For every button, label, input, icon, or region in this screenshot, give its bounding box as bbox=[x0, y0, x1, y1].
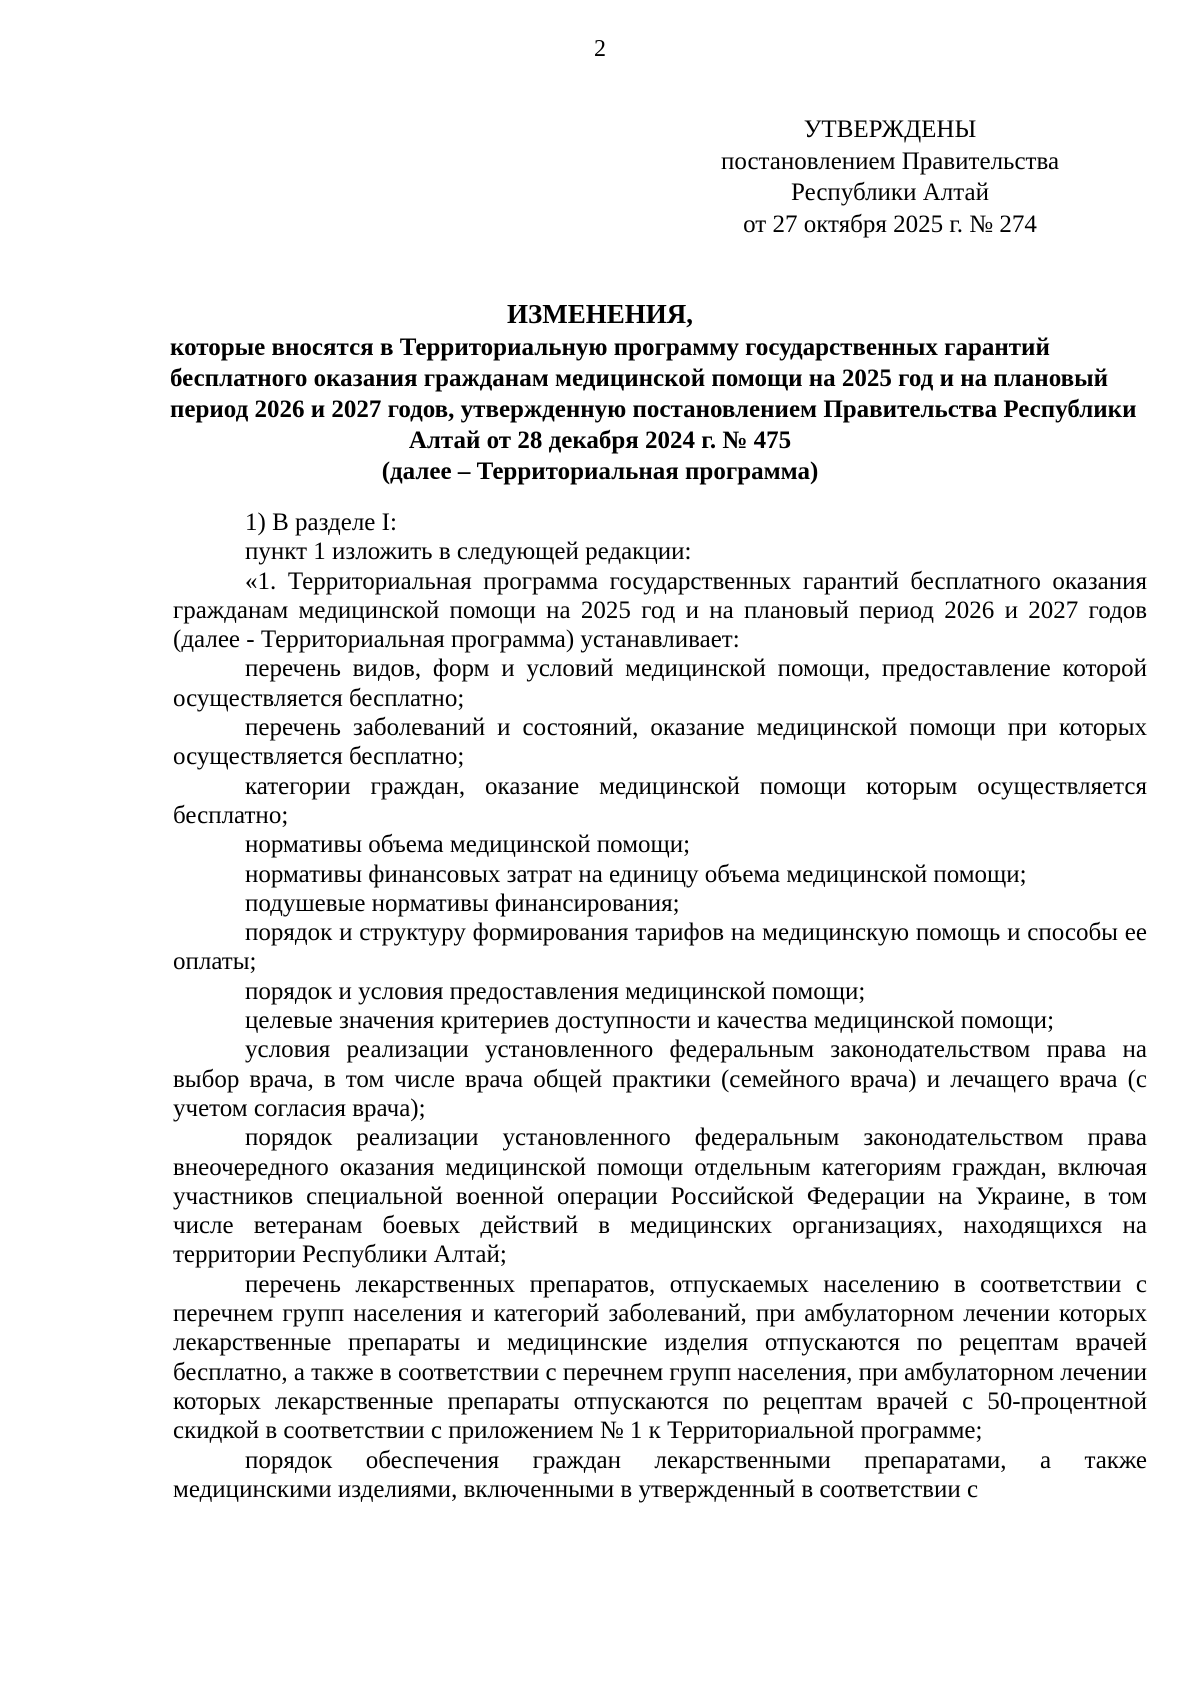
title-heading: ИЗМЕНЕНИЯ, bbox=[506, 299, 693, 329]
paragraph: целевые значения критериев доступности и качества медицинской помощи; bbox=[245, 1007, 1055, 1035]
approval-stamp bbox=[695, 114, 1085, 240]
paragraph: перечень видов, форм и условий медицинской помощи, предоставление которой осуществляется бесплатно; bbox=[173, 655, 1147, 712]
document-body bbox=[173, 508, 1147, 1504]
approval-date: от 27 октября 2025 г. № 274 bbox=[743, 210, 1037, 238]
approval-title: УТВЕРЖДЕНЫ bbox=[803, 116, 977, 143]
paragraph: подушевые нормативы финансирования; bbox=[245, 889, 680, 917]
approval-line: постановлением Правительства bbox=[720, 147, 1060, 175]
page-number: 2 bbox=[594, 36, 606, 62]
paragraph: порядок и условия предоставления медицинской помощи; bbox=[245, 977, 866, 1005]
title-line: (далее – Территориальная программа) bbox=[381, 458, 819, 485]
paragraph: порядок обеспечения граждан лекарственными препаратами, а также медицинскими изделиями, включенными в утвержденный в соответствии с bbox=[173, 1446, 1147, 1503]
document-title bbox=[170, 299, 1137, 487]
paragraph: пункт 1 изложить в следующей редакции: bbox=[245, 538, 692, 566]
paragraph: 1) В разделе I: bbox=[245, 509, 397, 536]
title-line: которые вносятся в Территориальную программу государственных гарантий bbox=[170, 334, 1050, 361]
title-line: Алтай от 28 декабря 2024 г. № 475 bbox=[408, 427, 792, 454]
paragraph: «1. Территориальная программа государственных гарантий бесплатного оказания гражданам медицинской помощи на 2025 год и на плановый период 2026 и 2027 годов (далее - Территориальная программа) устанавливает: bbox=[173, 567, 1147, 654]
title-line: бесплатного оказания гражданам медицинской помощи на 2025 год и на плановый bbox=[170, 365, 1109, 392]
paragraph: условия реализации установленного федеральным законодательством права на выбор врача, в том числе врача общей практики (семейного врача) и лечащего врача (с учетом согласия врача); bbox=[173, 1036, 1147, 1122]
paragraph: нормативы финансовых затрат на единицу объема медицинской помощи; bbox=[245, 860, 1027, 888]
paragraph: нормативы объема медицинской помощи; bbox=[245, 831, 691, 859]
approval-line: Республики Алтай bbox=[791, 179, 989, 206]
paragraph: перечень лекарственных препаратов, отпускаемых населению в соответствии с перечнем групп населения и категорий заболеваний, при амбулаторном лечении которых лекарственные препараты и медицинские изделия отпускаются по рецептам врачей бесплатно, а также в соответствии с перечнем групп населения, при амбулаторном лечении которых лекарственные препараты отпускаются по рецептам врачей с 50-процентной скидкой в соответствии с приложением № 1 к Территориальной программе; bbox=[173, 1270, 1147, 1445]
paragraph: порядок реализации установленного федеральным законодательством права внеочередного оказания медицинской помощи отдельным категориям граждан, включая участников специальной военной операции Российской Федерации на Украине, в том числе ветеранам боевых действий в медицинских организациях, находящихся на территории Республики Алтай; bbox=[173, 1124, 1147, 1269]
title-line: период 2026 и 2027 годов, утвержденную постановлением Правительства Республики bbox=[170, 396, 1137, 423]
paragraph: категории граждан, оказание медицинской помощи которым осуществляется бесплатно; bbox=[173, 772, 1147, 829]
paragraph: перечень заболеваний и состояний, оказание медицинской помощи при которых осуществляется бесплатно; bbox=[173, 714, 1147, 771]
paragraph: порядок и структуру формирования тарифов на медицинскую помощь и способы ее оплаты; bbox=[173, 919, 1147, 976]
